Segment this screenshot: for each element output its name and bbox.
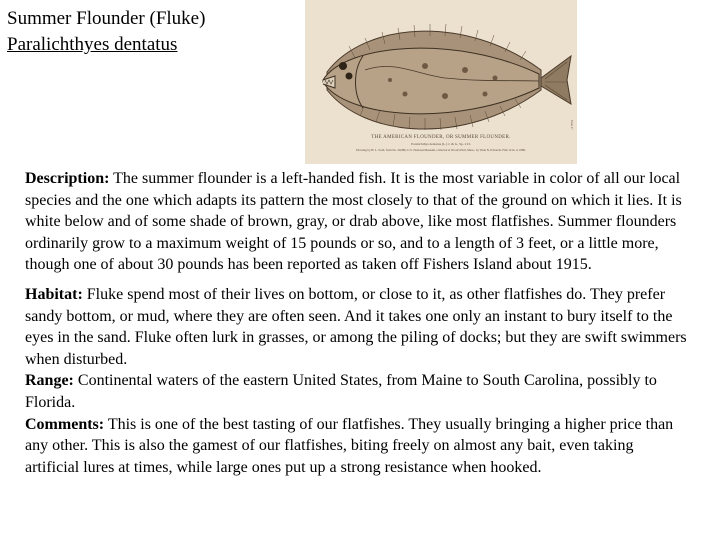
comments-paragraph (25, 414, 687, 479)
scientific-name: Paralichthyes dentatus (7, 34, 178, 55)
eye-lower (346, 73, 353, 80)
range-text: Continental waters of the eastern United States, from Maine to South Carolina, possibly to Florida. (25, 372, 657, 411)
comments-text: This is one of the best tasting of our flatfishes. They usually bringing a higher price than any other. This is also the gamest of our flatfishes, biting freely on almost any bait, even taking artificial lures at times, while large ones put up a strong resistance when hooked. (25, 415, 674, 476)
common-name: Summer Flounder (Fluke) (7, 8, 206, 29)
description-paragraph (25, 168, 687, 276)
tail-fin (541, 56, 571, 104)
plate-subcaption: Paralichthys dentatus (L.) J. & G. Sp. 213. (411, 142, 471, 146)
range-label: Range: (25, 372, 74, 390)
eye-upper (339, 62, 347, 70)
habitat-label: Habitat: (25, 285, 83, 303)
description-label: Description: (25, 170, 110, 187)
comments-label: Comments: (25, 415, 105, 433)
description-text: The summer flounder is a left-handed fish. It is the most variable in color of all our local species and the one which adapts its pattern the most closely to that of the ground on which it lies. It is white below and of some shade of brown, gray, or drab above, like most flatfishes. Summer flounders ordinarily grow to a maximum weight of 15 pounds or so, and to a length of 3 feet, or a little more, though one of about 30 pounds has been reported as taken off Fishers Island about 1915. (25, 170, 682, 274)
plate-side-note: Plate 47 (570, 120, 574, 130)
habitat-text: Fluke spend most of their lives on bottom, or close to it, as other flatfishes do. They prefer sandy bottom, or mud, where they are often seen. And it takes one only an instant to bury itself to the eyes in the sand. Fluke often lurk in grasses, or among the piling of docks; but they are swift swimmers when disturbed. (25, 285, 687, 368)
fish-illustration-plate (305, 0, 577, 164)
range-paragraph (25, 370, 687, 413)
plate-credit: Drawing by H. L. Todd, from No. 20,866, U.S. National Museum, collected at Wood's Holl, Mass., by Vinal N. Edwards. Fish 14 in. to 1886. (356, 148, 526, 152)
habitat-paragraph (25, 284, 687, 370)
body-text (25, 168, 687, 478)
title-block (7, 6, 205, 58)
plate-caption: THE AMERICAN FLOUNDER, OR SUMMER FLOUNDER. (371, 135, 511, 140)
